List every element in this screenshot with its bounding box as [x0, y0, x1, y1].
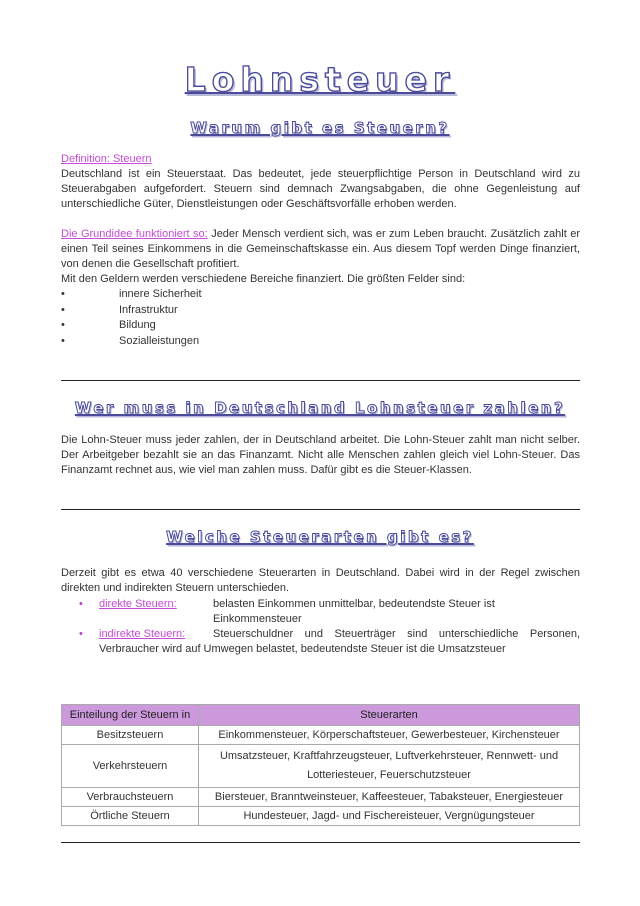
- table-cell-category: Örtliche Steuern: [62, 807, 199, 826]
- table-cell-types: Biersteuer, Branntweinsteuer, Kaffeesteuer, Tabaksteuer, Energiesteuer: [199, 788, 580, 807]
- table-cell-types: Umsatzsteuer, Kraftfahrzeugsteuer, Luftverkehrsteuer, Rennwett- und Lotteriesteuer, Feuerschutzsteuer: [199, 745, 580, 788]
- table-row: [62, 807, 580, 826]
- definition-text: Deutschland ist ein Steuerstaat. Das bedeutet, jede steuerpflichtige Person in Deutschland wird zu Steuerabgaben aufgefordert. Steuern sind demnach Zwangsabgaben, die ohne Gegenleistung auf unterschiedliche Güter, Dienstleistungen oder Geschäftsvorfälle erhoben werden.: [61, 168, 580, 210]
- indirect-taxes-text-cont: Verbraucher wird auf Umwegen belastet, bedeutendste Steuer ist die Umsatzsteuer: [99, 643, 506, 655]
- direct-taxes-label: direkte Steuern:: [99, 598, 177, 610]
- section-heading-tax-types: Welche Steuerarten gibt es?: [166, 528, 474, 546]
- table-header-types: Steuerarten: [199, 705, 580, 726]
- bullet-icon: •: [61, 288, 65, 300]
- bullet-icon: •: [79, 628, 83, 640]
- list-item: • Infrastruktur: [61, 303, 178, 316]
- definition-block: [61, 152, 580, 212]
- bullet-icon: •: [61, 319, 65, 331]
- table-row: [62, 788, 580, 807]
- table-cell-category: Verbrauchsteuern: [62, 788, 199, 807]
- list-item: • innere Sicherheit: [61, 288, 202, 300]
- direct-taxes-text-cont: Einkommensteuer: [213, 613, 302, 625]
- bullet-icon: •: [79, 598, 83, 610]
- table-row: [62, 726, 580, 745]
- bullet-icon: •: [61, 334, 65, 347]
- section-divider: [61, 842, 580, 843]
- table-row: [62, 745, 580, 788]
- section-heading-why-taxes: Warum gibt es Steuern?: [190, 119, 450, 137]
- table-header-row: [62, 705, 580, 726]
- who-pays-paragraph: Die Lohn-Steuer muss jeder zahlen, der in Deutschland arbeitet. Die Lohn-Steuer zahlt man nicht selber. Der Arbeitgeber bezahlt sie an das Finanzamt. Nicht alle Menschen zahlen gleich viel Lohn-Steuer. Das Finanzamt rechnet aus, wie viel man zahlen muss. Dafür gibt es die Steuer-Klassen.: [61, 434, 580, 476]
- direct-taxes-text: belasten Einkommen unmittelbar, bedeutendste Steuer ist: [213, 598, 495, 610]
- table-header-category: Einteilung der Steuern in: [62, 705, 199, 726]
- fields-intro: Mit den Geldern werden verschiedene Bereiche finanziert. Die größten Felder sind:: [61, 273, 466, 285]
- tax-types-table: [61, 704, 580, 826]
- list-item: • Bildung: [61, 319, 156, 331]
- list-item-direct: [79, 597, 580, 627]
- section-divider: [61, 509, 580, 510]
- tax-types-list: [79, 597, 580, 657]
- basic-idea-text: Jeder Mensch verdient sich, was er zum Leben braucht. Zusätzlich zahlt er einen Teil seines Einkommens in die Gemeinschaftskasse ein. Aus diesem Topf werden Dinge finanziert, von denen die Gesellschaft profitiert.: [61, 228, 580, 270]
- document-title: Lohnsteuer: [184, 60, 456, 99]
- table-cell-types: Einkommensteuer, Körperschaftsteuer, Gewerbesteuer, Kirchensteuer: [199, 726, 580, 745]
- basic-idea-paragraph: [61, 227, 580, 272]
- bullet-icon: •: [61, 303, 65, 316]
- fields-list: [61, 287, 580, 349]
- table-cell-category: Verkehrsteuern: [62, 745, 199, 788]
- tax-types-intro: Derzeit gibt es etwa 40 verschiedene Steuerarten in Deutschland. Dabei wird in der Regel zwischen direkten und indirekten Steuern unterschieden.: [61, 567, 580, 594]
- definition-label: Definition: Steuern: [61, 153, 152, 165]
- indirect-taxes-text: Steuerschuldner und Steuerträger sind unterschiedliche Personen,: [213, 628, 580, 640]
- indirect-taxes-label: indirekte Steuern:: [99, 628, 186, 640]
- section-heading-who-pays: Wer muss in Deutschland Lohnsteuer zahlen?: [74, 399, 566, 417]
- table-cell-types: Hundesteuer, Jagd- und Fischereisteuer, Vergnügungsteuer: [199, 807, 580, 826]
- basic-idea-label: Die Grundidee funktioniert so:: [61, 228, 208, 240]
- table-cell-category: Besitzsteuern: [62, 726, 199, 745]
- list-item-indirect: [79, 627, 580, 657]
- section-divider: [61, 380, 580, 381]
- list-item: • Sozialleistungen: [61, 334, 200, 347]
